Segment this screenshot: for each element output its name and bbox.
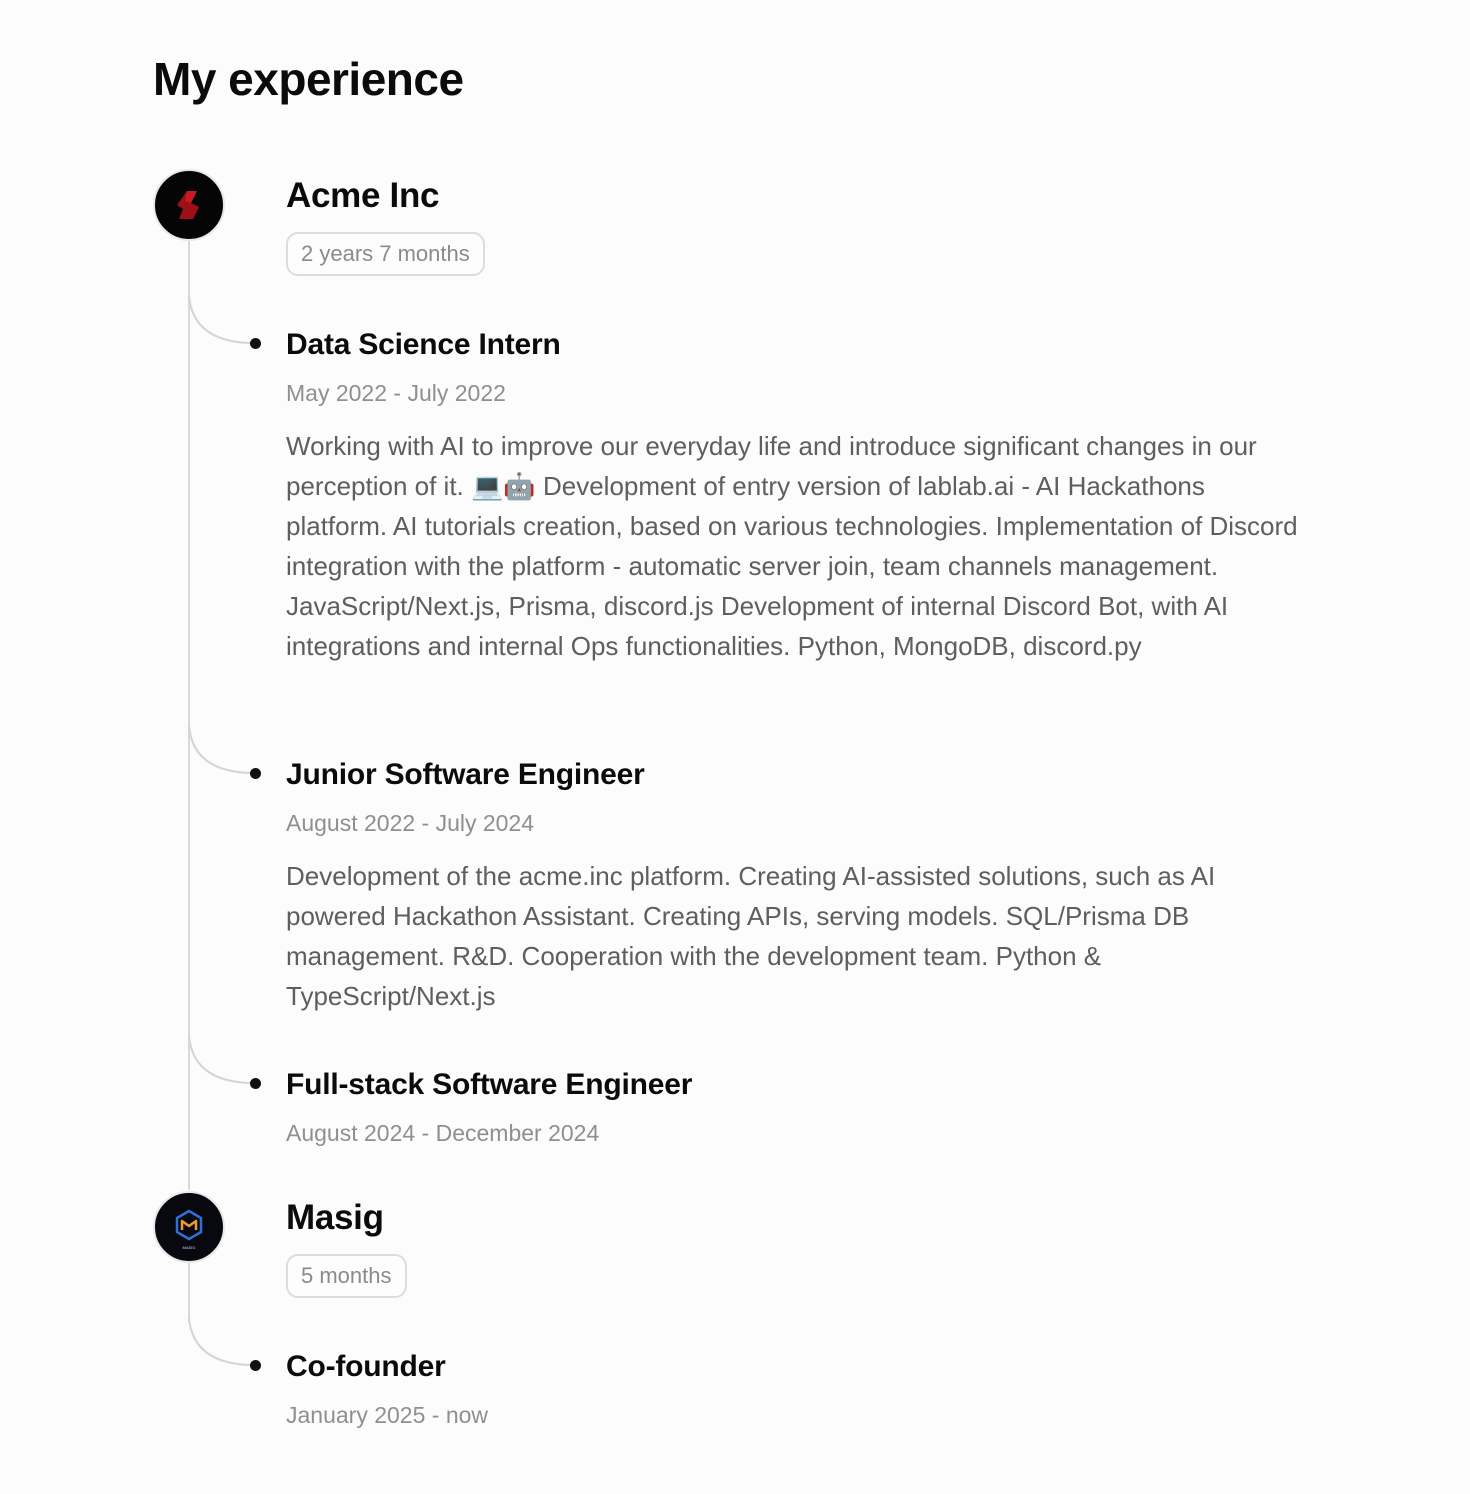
role-description: Working with AI to improve our everyday life and introduce significant changes in our perception of it. 💻🤖 Development of entry version of lablab.ai - AI Hackathons platform. AI tutorials creation, based on various technologies. Implementation of Discord integration with the platform - automatic server join, team channels management. JavaScript/Next.js, Prisma, discord.js Development of internal Discord Bot, with AI integrations and internal Ops functionalities. Python, MongoDB, discord.py <box>286 431 1298 661</box>
role-dot <box>250 1078 261 1089</box>
company-name: Masig <box>286 1198 384 1237</box>
timeline-line <box>188 1262 190 1322</box>
role-description: Development of the acme.inc platform. Creating AI-assisted solutions, such as AI powered Hackathon Assistant. Creating APIs, serving models. SQL/Prisma DB management. R&D. Cooperation with the development team. Python & TypeScript/Next.js <box>286 861 1216 1011</box>
role-dates: May 2022 - July 2022 <box>286 380 506 406</box>
role-title: Junior Software Engineer <box>286 758 645 791</box>
timeline-branch <box>188 726 258 776</box>
role-dates: August 2022 - July 2024 <box>286 810 535 836</box>
timeline-branch <box>188 1036 258 1086</box>
timeline-branch <box>188 1318 258 1368</box>
duration-badge: 2 years 7 months <box>286 232 485 276</box>
role-dot <box>250 768 261 779</box>
acme-logo-icon <box>153 169 225 241</box>
role-dot <box>250 338 261 349</box>
role-title: Full-stack Software Engineer <box>286 1068 693 1101</box>
masig-logo-text: MASIG <box>182 1245 196 1250</box>
role-dates: January 2025 - now <box>286 1402 489 1428</box>
role-title: Co-founder <box>286 1350 446 1383</box>
role-dot <box>250 1360 261 1371</box>
company-name: Acme Inc <box>286 176 440 215</box>
masig-logo-icon <box>153 1191 225 1263</box>
role-dates: August 2024 - December 2024 <box>286 1120 600 1146</box>
timeline-branch <box>188 296 258 346</box>
role-title: Data Science Intern <box>286 328 561 361</box>
duration-badge: 5 months <box>286 1254 407 1298</box>
page-title: My experience <box>153 53 464 105</box>
